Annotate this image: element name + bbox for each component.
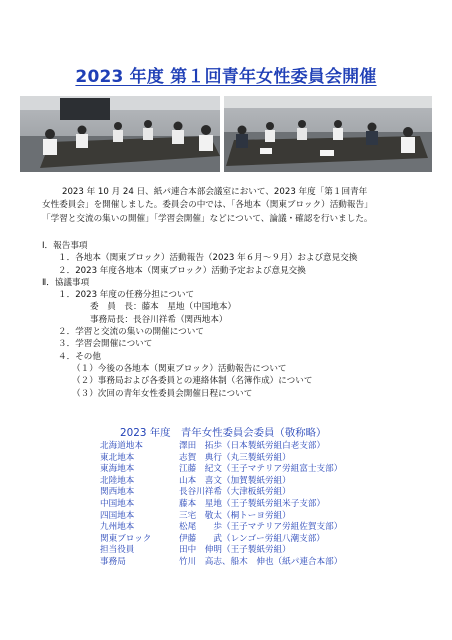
agenda-item: ３．学習会開催について — [58, 339, 153, 350]
committee-row — [100, 557, 400, 569]
member-name: 志賀 典行（丸三製紙労組） — [179, 452, 291, 463]
intro-line: 2023 年 10 月 24 日、紙パ連合本部会議室において、2023 年度「第１回青年 — [62, 187, 368, 197]
committee-row — [100, 522, 400, 534]
agenda-item: （１）今後の各地本（関東ブロック）活動報告について — [72, 363, 287, 374]
member-name: 山本 喜文（加賀製紙労組） — [179, 475, 291, 486]
committee-row — [100, 441, 400, 453]
committee-row — [100, 534, 400, 546]
member-name: 三宅 敬太（桐トーヨ労組） — [179, 510, 291, 521]
agenda-item: Ⅱ．協議事項 — [42, 277, 90, 288]
member-org: 東北地本 — [100, 452, 135, 463]
intro-line: 「学習と交流の集いの開催」「学習会開催」などについて、論議・確認を行いました。 — [42, 213, 373, 224]
committee-row — [100, 545, 400, 557]
member-org: 関西地本 — [100, 487, 135, 498]
committee-title: 2023 年度 青年女性委員会委員（敬称略） — [120, 427, 327, 439]
intro-paragraph — [42, 186, 414, 226]
agenda-item: ２．学習と交流の集いの開催について — [58, 327, 204, 338]
committee-row — [100, 464, 400, 476]
member-org: 北陸地本 — [100, 475, 135, 486]
member-org: 中国地本 — [100, 498, 135, 509]
member-name: 澤田 拓歩（日本製紙労組白老支部） — [179, 441, 326, 451]
meeting-photo — [20, 96, 432, 172]
member-name: 江藤 紀文（王子マテリア労組富士支部） — [179, 464, 343, 475]
agenda-list — [42, 240, 422, 400]
member-name: 竹川 高志、船木 伸也（紙パ連合本部） — [179, 556, 343, 567]
member-name: 長谷川祥希（大津板紙労組） — [179, 487, 291, 498]
member-org: 事務局 — [100, 556, 126, 567]
member-org: 九州地本 — [100, 522, 135, 533]
page-title: 2023 年度 第１回青年女性委員会開催 — [75, 67, 377, 87]
committee-list — [100, 424, 400, 569]
member-org: 担当役員 — [100, 545, 135, 556]
member-name: 田中 伸明（王子製紙労組） — [179, 545, 291, 556]
agenda-item: （３）次回の青年女性委員会開催日程について — [72, 388, 253, 399]
agenda-item: ４．その他 — [58, 351, 101, 362]
agenda-item: 委 員 長：藤本 星地（中国地本） — [90, 302, 237, 313]
committee-row — [100, 511, 400, 523]
member-name: 松尾 歩（王子マテリア労組佐賀支部） — [179, 522, 343, 533]
agenda-item: １．2023 年度の任務分担について — [58, 290, 195, 301]
agenda-item: Ⅰ．報告事項 — [42, 241, 88, 251]
committee-row — [100, 453, 400, 465]
committee-row — [100, 476, 400, 488]
member-name: 藤本 星地（王子製紙労組米子支部） — [179, 498, 326, 509]
member-org: 東海地本 — [100, 464, 135, 475]
agenda-item: （２）事務局および各委員との連絡体制（名簿作成）について — [72, 376, 313, 387]
committee-row — [100, 499, 400, 511]
intro-line: 女性委員会」を開催しました。委員会の中では、「各地本（関東ブロック）活動報告」 — [42, 200, 373, 211]
member-org: 四国地本 — [100, 510, 135, 521]
agenda-item: ２．2023 年度各地本（関東ブロック）活動予定および意見交換 — [58, 265, 306, 276]
agenda-item: 事務局長：長谷川祥希（関西地本） — [90, 314, 228, 325]
committee-row — [100, 487, 400, 499]
member-org: 北海道地本 — [100, 441, 143, 451]
member-org: 関東ブロック — [100, 533, 152, 544]
member-name: 伊藤 武（レンゴー労組八潮支部） — [179, 533, 325, 544]
agenda-item: １．各地本（関東ブロック）活動報告（2023 年６月～９月）および意見交換 — [58, 253, 358, 264]
